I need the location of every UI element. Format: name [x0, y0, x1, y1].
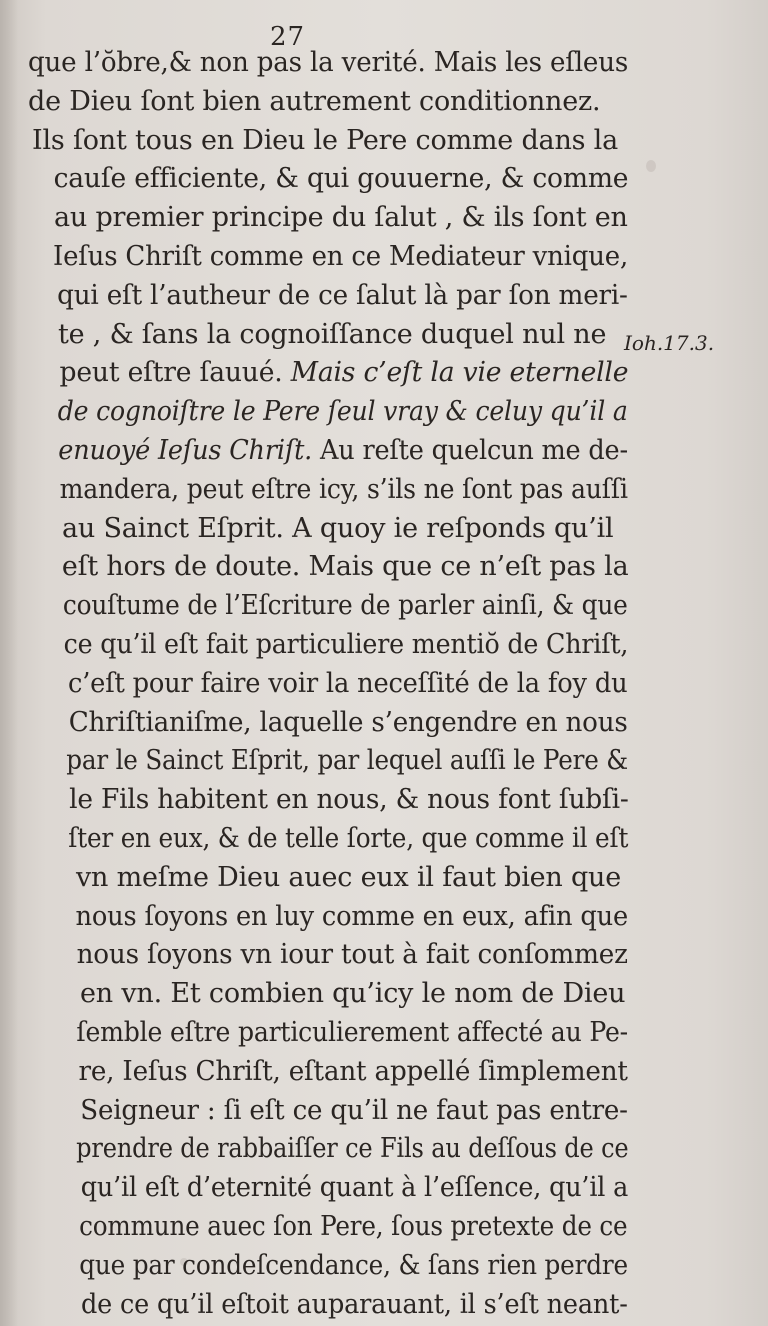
text-line	[28, 471, 628, 510]
text-line	[28, 316, 628, 355]
text-line	[28, 859, 628, 898]
italic-text: de cognoiſtre le Pere ſeul vray & celuy qu’il a	[57, 396, 628, 428]
text-segment: Chriſtianiſme, laquelle s’engendre en nous	[68, 706, 628, 738]
text-line	[28, 238, 629, 277]
text-segment: eſt hors de doute. Mais que ce n’eſt pas la	[61, 551, 629, 583]
text-line	[28, 781, 629, 820]
italic-text: enuoyé Ieſus Chriſt.	[58, 434, 313, 466]
text-line	[28, 160, 629, 199]
text-line	[28, 510, 628, 549]
text-segment: peut eſtre ſauué.	[59, 357, 291, 389]
text-segment: vn meſme Dieu auec eux il faut bien que	[76, 861, 622, 893]
text-segment: ce qu’il eſt fait particuliere mentiŏ de Chriſt,	[63, 628, 629, 660]
text-segment: prendre de rabbaiſſer ce Fils au deſſous de ce	[76, 1133, 629, 1165]
text-segment: de Dieu ſont bien autrement conditionnez.	[28, 85, 601, 117]
text-segment: cauſe efficiente, & qui gouuerne, & comme	[53, 163, 629, 195]
italic-text: Mais c’eſt la vie eternelle	[290, 357, 629, 389]
text-line	[28, 742, 628, 781]
text-line	[28, 354, 629, 393]
text-line	[28, 277, 628, 316]
text-segment: Seigneur : ſi eſt ce qu’il ne faut pas entre-	[80, 1094, 628, 1126]
body-text	[28, 44, 628, 1324]
text-line	[28, 83, 628, 122]
text-line	[28, 936, 628, 975]
text-line	[28, 820, 629, 859]
text-line	[28, 1169, 629, 1208]
text-line	[28, 1286, 628, 1325]
text-line	[28, 704, 628, 743]
text-line	[28, 1014, 628, 1053]
text-segment: nous ſoyons vn iour tout à fait conſommez	[76, 939, 628, 971]
text-line	[28, 548, 629, 587]
text-segment: couſtume de l’Eſcriture de parler ainſi, & que	[62, 590, 628, 622]
text-segment: te , & ſans la cognoiſſance duquel nul ne	[58, 318, 607, 350]
text-line	[28, 1247, 628, 1286]
text-line	[28, 975, 628, 1014]
text-segment: le Fils habitent en nous, & nous font ſubſi-	[69, 784, 629, 816]
text-line	[28, 1053, 628, 1092]
text-segment: par le Sainct Eſprit, par lequel auſſi le Pere &	[66, 745, 628, 777]
paper-spot	[646, 160, 656, 172]
text-line	[28, 587, 628, 626]
text-segment: Ieſus Chriſt comme en ce Mediateur vnique,	[53, 240, 629, 272]
text-segment: re, Ieſus Chriſt, eſtant appellé ſimplement	[78, 1055, 628, 1087]
text-line	[28, 1208, 628, 1247]
text-segment: Au reſte quelcun me de-	[312, 434, 628, 466]
text-segment: que l’ŏbre,& non pas la verité. Mais les eſleus	[28, 47, 629, 78]
text-line	[28, 199, 628, 238]
gutter-shadow	[0, 0, 18, 1326]
text-segment: de ce qu’il eſtoit auparauant, il s’eſt neant-	[80, 1288, 628, 1320]
text-line	[28, 393, 628, 432]
text-segment: qu’il eſt d’eternité quant à l’eſſence, qu’il a	[80, 1172, 629, 1204]
text-line	[28, 122, 628, 161]
text-line	[28, 432, 628, 471]
text-segment: que par condeſcendance, & ſans rien perdre	[79, 1249, 628, 1281]
text-segment: mandera, peut eſtre icy, s’ils ne ſont pas auſſi	[59, 473, 628, 505]
text-segment: ſter en eux, & de telle ſorte, que comme il eſt	[68, 822, 629, 854]
margin-reference: Ioh.17.3.	[624, 331, 715, 355]
text-line	[28, 626, 629, 665]
text-segment: ſemble eſtre particulierement affecté au Pe-	[76, 1016, 628, 1048]
text-segment: au premier principe du ſalut , & ils ſont en	[54, 202, 628, 234]
text-line	[28, 44, 629, 83]
text-segment: en vn. Et combien qu’icy le nom de Dieu	[80, 978, 626, 1010]
text-segment: nous ſoyons en luy comme en eux, afin que	[75, 900, 628, 932]
text-line	[28, 1092, 628, 1131]
text-segment: au Sainct Eſprit. A quoy ie reſponds qu’il	[62, 512, 614, 544]
text-segment: Ils ſont tous en Dieu le Pere comme dans la	[32, 124, 619, 156]
text-segment: commune auec ſon Pere, ſous pretexte de ce	[79, 1210, 628, 1242]
text-line	[28, 898, 628, 937]
text-line	[28, 1130, 629, 1169]
text-segment: c’eſt pour faire voir la neceſſité de la foy du	[67, 667, 628, 699]
text-segment: qui eſt l’autheur de ce ſalut là par ſon meri-	[57, 279, 628, 311]
page-number: 27	[270, 22, 306, 52]
text-line	[28, 665, 628, 704]
